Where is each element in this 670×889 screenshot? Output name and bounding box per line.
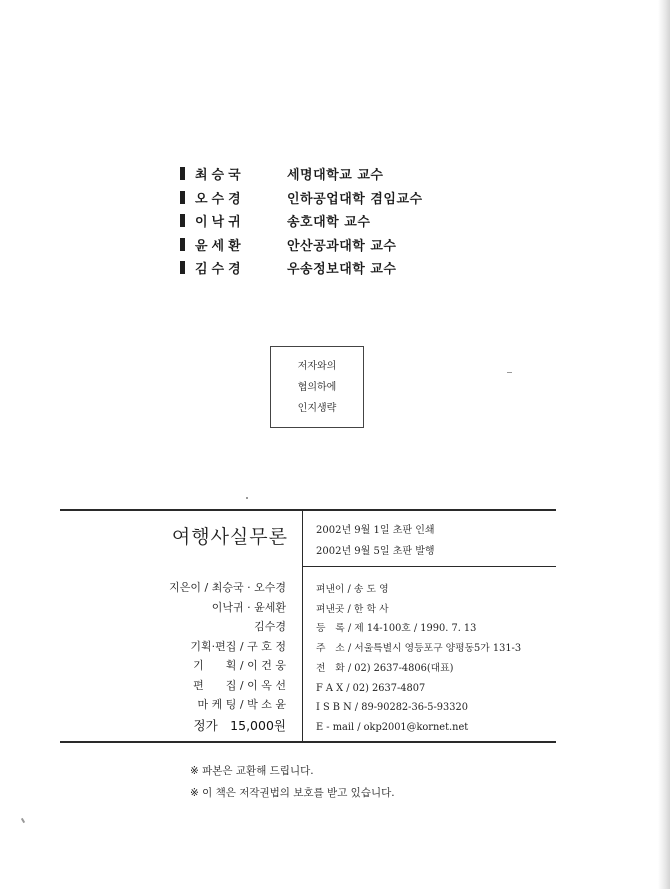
author-affiliation: 세명대학교 교수 [287,168,384,184]
credits-list [128,578,286,735]
scan-speck [507,372,512,373]
publisher-line: 주 소 / 서울특별시 영등포구 양평동5가 131-3 [316,643,522,655]
author-row [180,209,423,233]
author-affiliation: 우송정보대학 교수 [287,262,397,278]
publish-date: 2002년 9월 5일 초판 발행 [316,546,435,557]
credit-line: 이낙귀 · 윤세환 [211,600,286,614]
note-line: ※ 이 책은 저작권법의 보호를 받고 있습니다. [190,787,395,799]
author-affiliation: 인하공업대학 겸임교수 [287,191,423,207]
colophon-inner-rule [302,566,556,567]
publisher-line: I S B N / 89-90282-36-5-93320 [316,702,468,714]
author-affiliation: 송호대학 교수 [287,215,371,231]
publisher-line: 등 록 / 제 14-100호 / 1990. 7. 13 [316,623,477,635]
publisher-line: E - mail / okp2001@kornet.net [316,721,469,733]
print-date: 2002년 9월 1일 초판 인쇄 [316,525,435,536]
page-edge-shadow [658,0,670,889]
credit-line: 기 획 / 이 건 웅 [193,659,286,672]
colophon-top-rule [60,509,556,511]
author-row [180,162,423,186]
legal-notes [190,760,395,804]
author-name: 김수경 [195,262,245,278]
seal-omission-box [270,346,364,428]
credit-line: 마 케 팅 / 박 소 윤 [197,698,286,711]
stamp-line: 저자와의 [297,360,337,372]
credit-line: 김수경 [254,620,286,633]
book-title: 여행사실무론 [171,526,288,548]
publisher-line: 펴낸이 / 송 도 영 [316,584,389,595]
author-name: 윤세환 [195,238,245,254]
square-bullet-icon [180,167,185,180]
colophon-divider [302,510,303,742]
stamp-line: 협의하에 [297,381,337,393]
square-bullet-icon [180,214,185,227]
credit-line: 편 집 / 이 옥 선 [193,678,286,692]
square-bullet-icon [180,191,185,204]
publisher-info [316,580,521,738]
publisher-line: F A X / 02) 2637-4807 [316,682,426,694]
square-bullet-icon [180,261,185,274]
credit-line: 지은이 / 최승국 · 오수경 [169,581,286,594]
publisher-line: 펴낸곳 / 한 학 사 [316,603,389,615]
author-affiliation: 안산공과대학 교수 [287,238,397,254]
scan-speck [246,497,248,499]
author-name: 최승국 [195,168,245,184]
publisher-line: 전 화 / 02) 2637-4806(대표) [316,662,454,674]
square-bullet-icon [180,238,185,251]
author-list [180,162,423,280]
scan-speck [21,818,25,823]
colophon-bottom-rule [60,741,556,743]
stamp-line: 인지생략 [297,402,337,414]
author-row [180,186,423,210]
credit-line: 기획·편집 / 구 호 정 [190,639,286,653]
edition-dates [316,520,435,562]
note-line: ※ 파본은 교환해 드립니다. [190,765,314,777]
author-row [180,233,423,257]
book-price: 정가 15,000원 [193,717,286,733]
author-name: 이낙귀 [195,215,245,231]
author-name: 오수경 [195,191,245,207]
author-row [180,256,423,280]
